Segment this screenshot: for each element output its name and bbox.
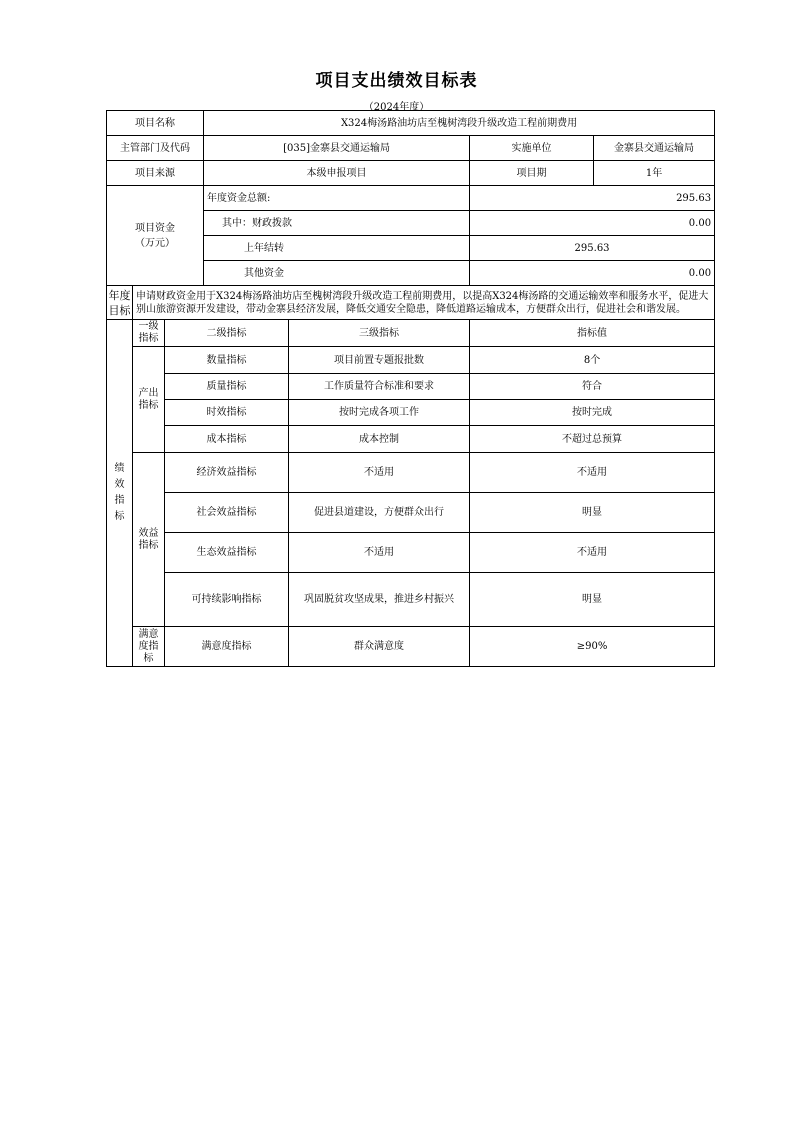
- project-period-label: 项目期: [470, 161, 594, 186]
- funds-fiscal-value: 0.00: [470, 211, 715, 236]
- output-value: 按时完成: [470, 400, 715, 426]
- benefit-row: [107, 493, 715, 533]
- benefit-l2: 社会效益指标: [165, 493, 289, 533]
- output-indicators-label: 产出 指标: [133, 347, 165, 453]
- benefit-l2: 生态效益指标: [165, 533, 289, 573]
- benefit-value: 明显: [470, 493, 715, 533]
- implementing-unit-label: 实施单位: [470, 136, 594, 161]
- benefit-l3: 巩固脱贫攻坚成果，推进乡村振兴: [289, 573, 470, 627]
- output-l2: 成本指标: [165, 426, 289, 453]
- benefit-indicators-label: 效益 指标: [133, 453, 165, 627]
- benefit-l2: 可持续影响指标: [165, 573, 289, 627]
- header-level1: 一级 指标: [133, 320, 165, 347]
- annual-goal-row: [107, 286, 715, 320]
- output-row: [107, 374, 715, 400]
- funds-other-label: 其他资金: [204, 261, 470, 286]
- project-source-value: 本级申报项目: [204, 161, 470, 186]
- page-title: 项目支出绩效目标表: [315, 71, 478, 91]
- department-label: 主管部门及代码: [107, 136, 204, 161]
- funds-carryover-label: 上年结转: [204, 236, 470, 261]
- output-row: [107, 347, 715, 374]
- implementing-unit-value: 金寨县交通运输局: [594, 136, 715, 161]
- project-name-label: 项目名称: [107, 111, 204, 136]
- benefit-l3: 不适用: [289, 453, 470, 493]
- output-l2: 质量指标: [165, 374, 289, 400]
- department-row: [107, 136, 715, 161]
- funds-total-label: 年度资金总额:: [204, 186, 470, 211]
- project-funds-label: 项目资金 （万元）: [107, 186, 204, 286]
- benefit-value: 明显: [470, 573, 715, 627]
- output-value: 符合: [470, 374, 715, 400]
- satisfaction-l3: 群众满意度: [289, 627, 470, 667]
- funds-fiscal-label: 其中：财政拨款: [204, 211, 470, 236]
- output-row: [107, 400, 715, 426]
- performance-target-table: [106, 110, 715, 667]
- benefit-row: [107, 533, 715, 573]
- benefit-row: [107, 453, 715, 493]
- output-l3: 成本控制: [289, 426, 470, 453]
- source-row: [107, 161, 715, 186]
- funds-carryover-value: 295.63: [470, 236, 715, 261]
- output-l3: 按时完成各项工作: [289, 400, 470, 426]
- header-level2: 二级指标: [165, 320, 289, 347]
- benefit-l3: 促进县道建设，方便群众出行: [289, 493, 470, 533]
- output-l2: 时效指标: [165, 400, 289, 426]
- project-name-row: [107, 111, 715, 136]
- output-value: 不超过总预算: [470, 426, 715, 453]
- header-value: 指标值: [470, 320, 715, 347]
- project-source-label: 项目来源: [107, 161, 204, 186]
- funds-total-row: [107, 186, 715, 211]
- funds-other-value: 0.00: [470, 261, 715, 286]
- department-value: [035]金寨县交通运输局: [204, 136, 470, 161]
- benefit-row: [107, 573, 715, 627]
- fiscal-year: （2024年度）: [363, 102, 430, 113]
- output-row: [107, 426, 715, 453]
- satisfaction-indicators-label: 满意 度指 标: [133, 627, 165, 667]
- satisfaction-l2: 满意度指标: [165, 627, 289, 667]
- performance-indicators-label: 绩 效 指 标: [107, 320, 133, 667]
- project-name-value: X324梅汤路油坊店至槐树湾段升级改造工程前期费用: [204, 111, 715, 136]
- header-level3: 三级指标: [289, 320, 470, 347]
- benefit-l2: 经济效益指标: [165, 453, 289, 493]
- satisfaction-row: [107, 627, 715, 667]
- output-value: 8个: [470, 347, 715, 374]
- output-l2: 数量指标: [165, 347, 289, 374]
- indicator-header-row: [107, 320, 715, 347]
- benefit-value: 不适用: [470, 453, 715, 493]
- satisfaction-value: ≥90%: [470, 627, 715, 667]
- benefit-value: 不适用: [470, 533, 715, 573]
- benefit-l3: 不适用: [289, 533, 470, 573]
- funds-total-value: 295.63: [470, 186, 715, 211]
- output-l3: 工作质量符合标准和要求: [289, 374, 470, 400]
- output-l3: 项目前置专题报批数: [289, 347, 470, 374]
- annual-goal-label: 年度 目标: [107, 286, 133, 320]
- annual-goal-text: 申请财政资金用于X324梅汤路油坊店至槐树湾段升级改造工程前期费用，以提高X324梅汤路的交通运输效率和服务水平，促进大别山旅游资源开发建设，带动金寨县经济发展，降低交通安全隐患，降低道路运输成本，方便群众出行，促进社会和谐发展。: [133, 286, 715, 320]
- project-period-value: 1年: [594, 161, 715, 186]
